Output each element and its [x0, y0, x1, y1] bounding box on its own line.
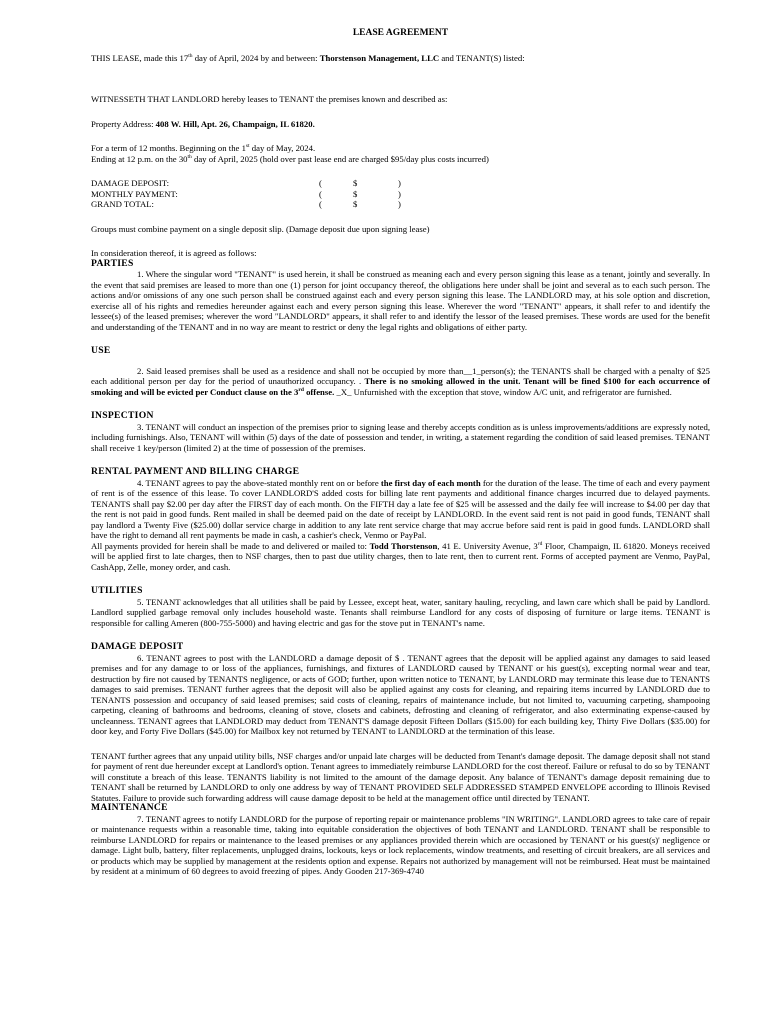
rental-paragraph: 4. TENANT agrees to pay the above-stated monthly rent on or before the first day of each month for the duration of the lease. The time of each and every payment of rent is of the essence of this lease. To cover LANDLORD'S added costs for billing late rent payments and additional finance charges incurred due to delayed payments. TENANTS shall pay $2.00 per day after the FIRST day of each month. On the FIFTH day a late fee of $25 will be assessed and the daily fee will increase to $4.00 per day that the rent is not paid in good funds. Rent mailed in shall be deemed paid on the date of receipt by LANDLORD. In the event said rent is not paid in good funds, TENANT shall pay landlord a Twenty Five ($25.00) dollar service charge in addition to any late rent service charge that may accrue before said rent is paid in good funds. LANDLORD shall have the right to demand all rent payments be made in cash, a cashier's check, Venmo or PayPal.: [91, 477, 710, 540]
payment-mailing-paragraph: All payments provided for herein shall be made to and delivered or mailed to: Todd Thorstenson, 41 E. University Avenue, 3rd Floor, Champaign, IL 61820. Moneys received will be applied first to late charges, then to NSF charges, then to past due utility charges, then to late rent, then to current rent. Forms of accepted payment are Venmo, PayPal, CashApp, Zelle, money order, and cash.: [91, 540, 710, 572]
damage-deposit-paragraph: 6. TENANT agrees to post with the LANDLORD a damage deposit of $ . TENANT agrees that the deposit will be applied against any damages to said leased premises and for any damage to or loss of the appliances, furnishings, and fixtures of LANDLORD caused by TENANT or his guest(s), excepting normal wear and tear, destruction by fire not caused by TENANTS negligence, or acts of GOD; further, upon written notice to TENANT, by LANDLORD may terminate this lease due to TENANTS damages to said premises. TENANT further agrees that the deposit will also be applied against any costs for cleaning, and repairing items incurred by LANDLORD due to TENANTS possession and occupancy of said leased premises; said costs of cleaning, repairs of maintenance include, but not limited to, vacuuming carpeting, shampooing carpeting, cleaning of bathrooms and bedrooms, cleaning of stove, closets and cabinets, defrosting and cleaning of refrigerator, and also exterminating expense-caused by uncleanness. TENANT agrees that LANDLORD may deduct from TENANT'S damage deposit Fifteen Dollars ($15.00) for each building key, Thirty Five Dollars ($35.00) for door key, and Forty Five Dollars ($45.00) for Mailbox key not returned by TENANT to LANDLORD at the termination of this lease.: [91, 652, 710, 736]
property-address: Property Address: 408 W. Hill, Apt. 26, Champaign, IL 61820.: [91, 118, 315, 129]
section-heading-use: USE: [91, 345, 111, 356]
payment-summary: [91, 178, 401, 210]
money-row: GRAND TOTAL: ( $ ): [91, 199, 401, 209]
consideration-line: In consideration thereof, it is agreed as follows:: [91, 248, 257, 258]
section-heading-maintenance: MAINTENANCE: [91, 802, 168, 813]
maintenance-paragraph: 7. TENANT agrees to notify LANDLORD for the purpose of reporting repair or maintenance problems "IN WRITING". LANDLORD agrees to take care of repair or maintenance requests within a reasonable time, taking into equitable consideration the objectives of both TENANT and LANDLORD. TENANT shall be responsible to reimburse LANDLORD for repairs or maintenance to the leased premises or any appliances provided therein which are occasioned by TENANT or his guest(s)' negligence or damage. Light bulb, battery, filter replacements, unplugged drains, lockouts, keys or lock replacements, window treatments, and resetting of circuit breakers, are all services and or products which may be supplied by management at the residents option and expense. Repairs not authorized by management will not be reimbursed. Heat must be maintained by resident at a minimum of 60 degrees to avoid freezing of pipes. Andy Gooden 217-369-4740: [91, 813, 710, 876]
groups-note: Groups must combine payment on a single deposit slip. (Damage deposit due upon signing lease): [91, 223, 430, 234]
money-row: MONTHLY PAYMENT: ( $ ): [91, 188, 401, 199]
witnesseth-line: WITNESSETH THAT LANDLORD hereby leases to TENANT the premises known and described as:: [91, 94, 448, 104]
intro-line: THIS LEASE, made this 17th day of April, 2024 by and between: Thorstenson Management, LLC and TENANT(S) listed:: [91, 52, 525, 63]
money-row: DAMAGE DEPOSIT: ( $ ): [91, 178, 401, 188]
section-heading-damage-deposit: DAMAGE DEPOSIT: [91, 641, 184, 652]
document-title: LEASE AGREEMENT: [352, 28, 449, 38]
inspection-paragraph: 3. TENANT will conduct an inspection of the premises prior to signing lease and thereby accepts condition as is unless improvements/additions are expressly noted, including furnishings. Also, TENANT will within (5) days of the date of possession and tender, in writing, a statement regarding the condition of said leased premises. TENANT shall receive 1 key/person (limited 2) at the time of possession of the premises.: [91, 421, 710, 453]
section-heading-parties: PARTIES: [91, 257, 134, 269]
term-end: Ending at 12 p.m. on the 30th day of April, 2025 (hold over past lease end are charged $95/day plus costs incurred): [91, 153, 489, 164]
utilities-paragraph: 5. TENANT acknowledges that all utilities shall be paid by Lessee, except heat, water, sanitary hauling, recycling, and lawn care which shall be paid by Landlord. Landlord supplied garbage removal only includes household waste. Tenants shall reimburse Landlord for any costs of disposing of furniture or large items. TENANT is responsible for calling Ameren (800-755-5000) and having electric and gas for the stove put in TENANT's name.: [91, 596, 710, 628]
damage-deposit-paragraph-2: TENANT further agrees that any unpaid utility bills, NSF charges and/or unpaid late charges will be deducted from Tenant's damage deposit. The damage deposit shall not stand for payment of rent due hereunder except at Landlord's option. Tenant agrees to immediately reimburse LANDLORD for the cost thereof. Failure or refusal to do so by TENANT will constitute a breach of this lease. TENANTS liability is not limited to the amount of the damage deposit. Any balance of TENANT's damage deposit remaining due to TENANT shall be returned by LANDLORD to only one address by way of TENANT PROVIDED SELF ADDRESSED STAMPED ENVELOPE according to Illinois Revised Statutes. Failure to provide such forwarding address will cause damage deposit to be held at the management office until directed by TENANT.: [91, 750, 710, 803]
section-heading-utilities: UTILITIES: [91, 585, 143, 596]
section-heading-inspection: INSPECTION: [91, 410, 154, 421]
term-start: For a term of 12 months. Beginning on the 1st day of May, 2024.: [91, 143, 316, 153]
section-heading-rental: RENTAL PAYMENT AND BILLING CHARGE: [91, 466, 300, 477]
parties-paragraph: 1. Where the singular word "TENANT" is used herein, it shall be construed as meaning each and every person signing this lease as a tenant, jointly and severally. In the event that said premises are leased to more than one (1) person for joint occupancy thereof, the obligations here under shall be joint and several as to each such person. The actions and/or omissions of any one such person shall be construed against each and every person signing this lease. The LANDLORD may, at his sole option and discretion, exercise all of his rights and remedies hereunder against each and every person signing this lease. Wherever the word "TENANT" appears, it shall refer to and identify the lessee(s) of the leased premises; wherever the word "LANDLORD" appears, it shall refer to and identify the lessor of the leased premises. These words are used for the benefit and understanding of the TENANT and in no way are meant to restrict or deny the legal rights and obligations of either party.: [91, 269, 710, 332]
use-paragraph: 2. Said leased premises shall be used as a residence and shall not be occupied by more than__1_person(s); the TENANTS shall be charged with a penalty of $25 each additional person per day for the period of unauthorized occupancy. . There is no smoking allowed in the unit. Tenant will be fined $100 for each occurrence of smoking and will be evicted per Conduct clause on the 3rd offense. _X_ Unfurnished with the exception that stove, window A/C unit, and refrigerator are furnished.: [91, 365, 710, 397]
landlord-name: Thorstenson Management, LLC: [319, 52, 440, 63]
